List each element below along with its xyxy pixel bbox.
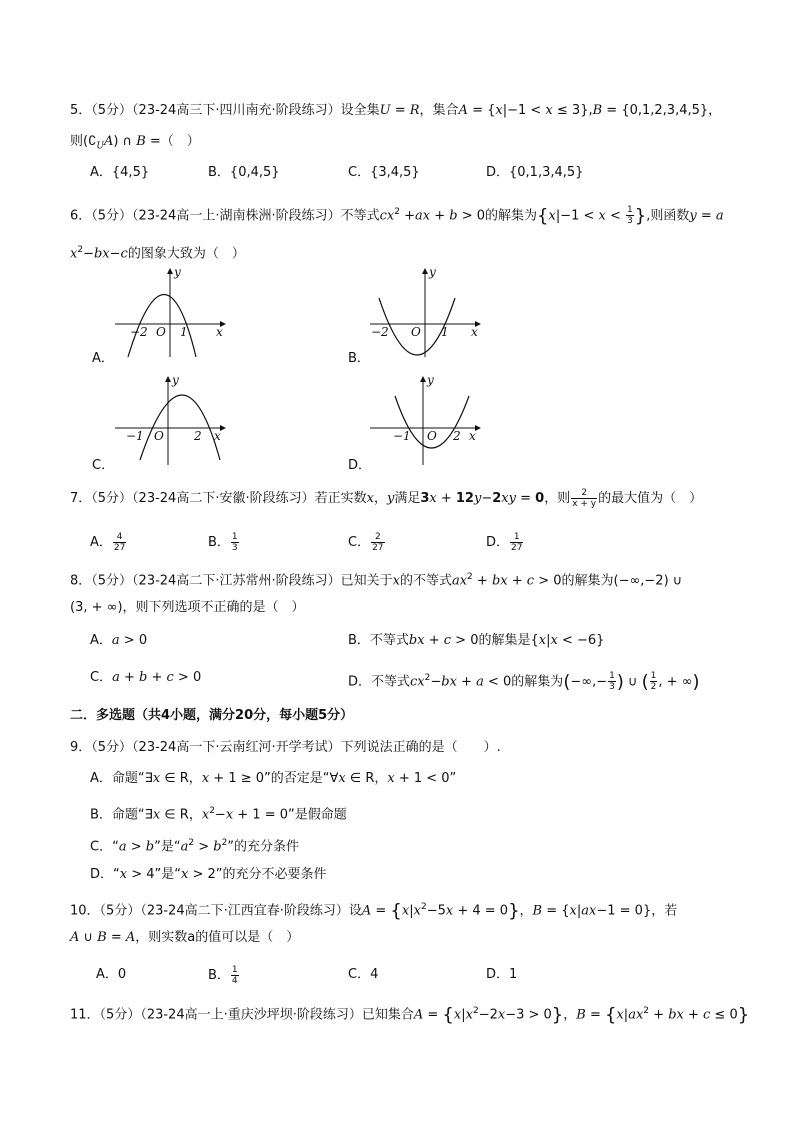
q7-option-d[interactable]: D． $\frac{1}{27}$ (486, 532, 523, 553)
q9-option-d[interactable]: D．“x > 4”是“x > 2”的充分不必要条件 (90, 867, 327, 882)
q10-option-d[interactable]: D．1 (486, 967, 518, 982)
svg-text:2: 2 (194, 429, 202, 443)
q8-line1: 8．（5分）（23-24高二下·江苏常州·阶段练习）已知关于x的不等式$ax^2$ + bx + c > 0的解集为(−∞,−2) ∪ (70, 572, 683, 589)
q9-option-a[interactable]: A．命题“∃x ∈ R，x + 1 ≥ 0”的否定是“∀x ∈ R，x + 1 < 0” (90, 771, 457, 786)
q6-option-c-label[interactable]: C． (92, 458, 115, 473)
q8-line2: (3, + ∞)，则下列选项不正确的是（ ） (70, 600, 305, 615)
svg-text:−1: −1 (393, 429, 411, 443)
q5-option-d[interactable]: D．{0,1,3,4,5} (486, 165, 584, 180)
svg-text:O: O (427, 429, 437, 443)
q5-line1: 5．（5分）（23-24高三下·四川南充·阶段练习）设全集U = R，集合A = {x|−1 < x ≤ 3},B = {0,1,2,3,4,5}， (70, 103, 722, 118)
svg-text:y: y (427, 373, 434, 387)
q6-option-b-label[interactable]: B． (348, 351, 370, 366)
svg-text:O: O (154, 429, 164, 443)
q6-graph-a (110, 262, 230, 362)
svg-text:y: y (174, 265, 181, 279)
q7-option-a[interactable]: A． $\frac{4}{27}$ (90, 532, 126, 553)
q10-option-a[interactable]: A．0 (96, 967, 127, 982)
q5-option-c[interactable]: C．{3,4,5} (348, 165, 420, 180)
svg-text:−1: −1 (126, 429, 144, 443)
q7-option-c[interactable]: C． $\frac{2}{27}$ (348, 532, 384, 553)
q6-line1: 6．（5分）（23-24高一上·湖南株洲·阶段练习）不等式$cx^2 +ax + b > 0$的解集为{x|−1 < x < $\frac{1}{3}$ },则函数y = a (70, 205, 724, 227)
q5-option-a[interactable]: A．{4,5} (90, 165, 150, 180)
q8-option-c[interactable]: C．a + b + c > 0 (90, 670, 202, 685)
svg-text:−2: −2 (130, 325, 148, 339)
q10-line1: 10．（5分）（23-24高二下·江西宜春·阶段练习）设$A = \{x|x^2-5x + 4 = 0\}$，B = {x|ax−1 = 0}，若 (70, 900, 678, 922)
q6-option-a-label[interactable]: A． (92, 351, 114, 366)
svg-text:x: x (214, 429, 221, 443)
section-heading-multi-choice: 二．多选题（共4小题，满分20分，每小题5分） (70, 708, 354, 723)
q9-option-b[interactable]: B．命题“∃x ∈ R，$x^2-x + 1 = 0$”是假命题 (90, 806, 347, 823)
q10-option-c[interactable]: C．4 (348, 967, 379, 982)
q11-line1: 11．（5分）（23-24高一上·重庆沙坪坝·阶段练习）已知集合$A = \{x|x^2-2x-3 > 0\}$，$B = \{x|ax^2$ + bx + c ≤ 0} (70, 1004, 750, 1026)
q10-line2: A ∪ B = A，则实数a的值可以是（ ） (70, 930, 300, 945)
svg-text:x: x (216, 325, 223, 339)
q8-option-a[interactable]: A．a > 0 (90, 633, 148, 648)
q8-option-b[interactable]: B．不等式bx + c > 0的解集是{x|x < −6} (348, 633, 605, 648)
q6-graph-d (365, 370, 485, 470)
svg-text:−2: −2 (371, 325, 389, 339)
q5-line2: 则$(∁_UA)$ ∩ B =（ ） (70, 134, 200, 152)
svg-text:1: 1 (441, 325, 449, 339)
q9-line1: 9．（5分）（23-24高一下·云南红河·开学考试）下列说法正确的是（ ）. (70, 740, 501, 755)
svg-text:y: y (172, 373, 179, 387)
svg-text:y: y (429, 265, 436, 279)
q9-option-c[interactable]: C．“a > b”是“$a^2 > b^2$”的充分条件 (90, 838, 300, 855)
svg-text:O: O (156, 325, 166, 339)
q10-option-b[interactable]: B． $\frac{1}{4}$ (208, 965, 238, 986)
svg-text:x: x (469, 429, 476, 443)
q7-option-b[interactable]: B． $\frac{1}{3}$ (208, 532, 238, 553)
svg-text:2: 2 (453, 429, 461, 443)
q5-option-b[interactable]: B．{0,4,5} (208, 165, 280, 180)
q6-option-d-label[interactable]: D． (348, 458, 372, 473)
svg-text:x: x (471, 325, 478, 339)
q6-graph-c (110, 370, 230, 470)
q8-option-d[interactable]: D．不等式$cx^2-bx + a < 0$的解集为(−∞,− $\frac{1}{3}$ ) ∪ ( $\frac{1}{2}$ , + ∞) (348, 671, 700, 693)
q7-line1: 7．（5分）（23-24高二下·安徽·阶段练习）若正实数x，y满足3x + 12y−2xy = 0，则 $\frac{2}{x + y}$ 的最大值为（ ） (70, 488, 703, 509)
svg-text:1: 1 (180, 325, 188, 339)
q6-graph-b (365, 262, 485, 362)
q6-line2: $x^2-bx-c$的图象大致为（ ） (70, 245, 245, 262)
svg-text:O: O (411, 325, 421, 339)
